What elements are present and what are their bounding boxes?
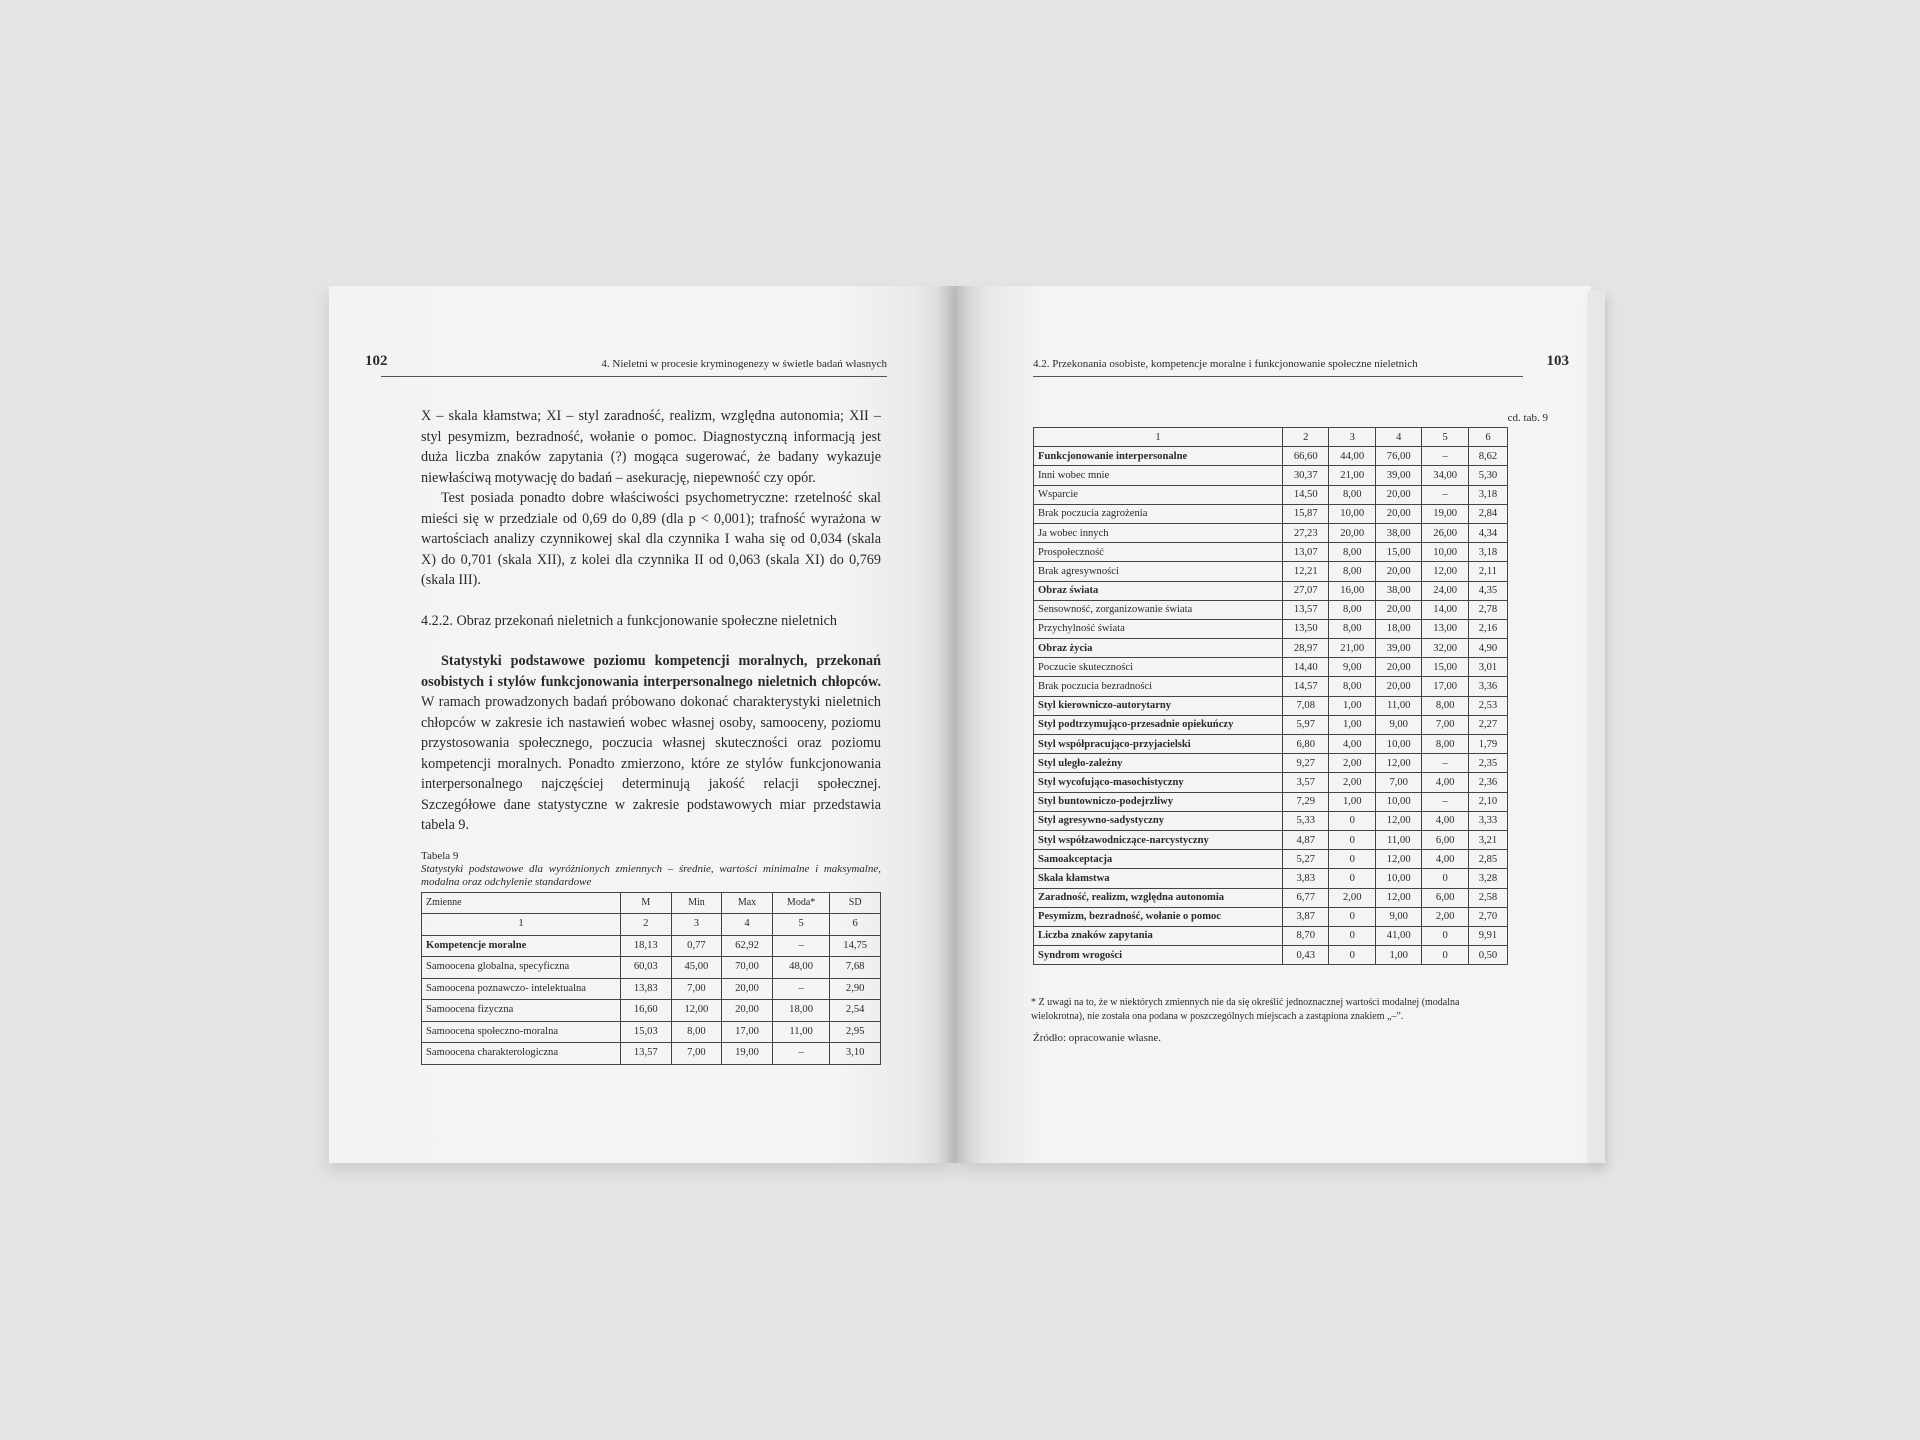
table-row [1034, 754, 1508, 773]
column-number: 6 [830, 914, 881, 936]
table-cell: 6,77 [1283, 888, 1329, 907]
left-page-header [365, 353, 887, 377]
table-cell: 11,00 [772, 1021, 830, 1043]
row-label: Liczba znaków zapytania [1034, 926, 1283, 945]
row-label: Brak poczucia bezradności [1034, 677, 1283, 696]
table-cell: 15,87 [1283, 504, 1329, 523]
table-row [1034, 677, 1508, 696]
table-cell: 0 [1329, 926, 1375, 945]
table-cell: – [1422, 447, 1468, 466]
table-row [1034, 850, 1508, 869]
table-cell: – [772, 935, 830, 957]
table-cell: – [772, 1043, 830, 1065]
table-cell: 12,00 [1375, 850, 1421, 869]
table-cell: 0 [1422, 926, 1468, 945]
column-number: 5 [772, 914, 830, 936]
table-cell: 0 [1329, 811, 1375, 830]
column-number: 6 [1468, 428, 1507, 447]
row-label: Samoocena charakterologiczna [422, 1043, 621, 1065]
table-row [422, 1000, 881, 1022]
table-cell: 13,57 [621, 1043, 672, 1065]
table-cell: 0 [1329, 946, 1375, 965]
table-cell: 2,53 [1468, 696, 1507, 715]
row-label: Zaradność, realizm, względna autonomia [1034, 888, 1283, 907]
table-cell: 8,00 [1329, 677, 1375, 696]
table-row [1034, 907, 1508, 926]
table-cell: 30,37 [1283, 466, 1329, 485]
table-cell: 4,00 [1422, 773, 1468, 792]
row-label: Styl buntowniczo-podejrzliwy [1034, 792, 1283, 811]
running-title: 4. Nieletni w procesie kryminogenezy w świetle badań własnych [601, 358, 887, 370]
table-cell: 39,00 [1375, 639, 1421, 658]
table-cell: 20,00 [1329, 523, 1375, 542]
table-cell: 8,00 [1422, 735, 1468, 754]
table-cell: 5,27 [1283, 850, 1329, 869]
table-cell: 3,36 [1468, 677, 1507, 696]
table-cell: 3,10 [830, 1043, 881, 1065]
table-cell: 0 [1329, 869, 1375, 888]
table-cell: 44,00 [1329, 447, 1375, 466]
table-cell: 3,28 [1468, 869, 1507, 888]
table-row [1034, 773, 1508, 792]
table-cell: 1,00 [1329, 696, 1375, 715]
table-row [422, 957, 881, 979]
table-cell: 2,58 [1468, 888, 1507, 907]
table-cell: 14,50 [1283, 485, 1329, 504]
row-label: Pesymizm, bezradność, wołanie o pomoc [1034, 907, 1283, 926]
table-row [1034, 696, 1508, 715]
table-cell: 8,00 [1329, 600, 1375, 619]
table-cell: 8,70 [1283, 926, 1329, 945]
table-row [1034, 485, 1508, 504]
table-cell: 3,21 [1468, 830, 1507, 849]
row-label: Styl wycofująco-masochistyczny [1034, 773, 1283, 792]
table-cell: 60,03 [621, 957, 672, 979]
table-cell: 14,75 [830, 935, 881, 957]
row-label: Kompetencje moralne [422, 935, 621, 957]
table-row [1034, 946, 1508, 965]
table-cell: 14,00 [1422, 600, 1468, 619]
table-cell: 13,00 [1422, 619, 1468, 638]
table-cell: 13,83 [621, 978, 672, 1000]
table-row [1034, 715, 1508, 734]
table-cell: 19,00 [1422, 504, 1468, 523]
table-cell: 9,00 [1329, 658, 1375, 677]
table-cell: 2,35 [1468, 754, 1507, 773]
table-row [1034, 543, 1508, 562]
table-cell: 18,13 [621, 935, 672, 957]
row-label: Styl współpracująco-przyjacielski [1034, 735, 1283, 754]
table-cell: 38,00 [1375, 581, 1421, 600]
table-cell: 5,30 [1468, 466, 1507, 485]
table-cell: 2,54 [830, 1000, 881, 1022]
table-cell: 20,00 [1375, 600, 1421, 619]
table-cell: 28,97 [1283, 639, 1329, 658]
running-title: 4.2. Przekonania osobiste, kompetencje moralne i funkcjonowanie społeczne nieletnich [1033, 358, 1418, 370]
table-row [1034, 735, 1508, 754]
table-cell: 10,00 [1375, 735, 1421, 754]
table-cell: 8,00 [1329, 485, 1375, 504]
table-cell: 4,35 [1468, 581, 1507, 600]
table-cell: 15,03 [621, 1021, 672, 1043]
row-label: Samoocena społeczno-moralna [422, 1021, 621, 1043]
column-header: Moda* [772, 892, 830, 914]
table-cell: 1,00 [1375, 946, 1421, 965]
row-label: Styl kierowniczo-autorytarny [1034, 696, 1283, 715]
row-label: Styl uległo-zależny [1034, 754, 1283, 773]
table-cell: 15,00 [1422, 658, 1468, 677]
table-cell: 8,00 [671, 1021, 722, 1043]
column-header: M [621, 892, 672, 914]
table-cell: 6,80 [1283, 735, 1329, 754]
table-cell: 12,00 [1422, 562, 1468, 581]
table-cell: 2,78 [1468, 600, 1507, 619]
table-cell: 7,00 [671, 978, 722, 1000]
table-row [1034, 830, 1508, 849]
table-cell: 18,00 [772, 1000, 830, 1022]
table-cell: 9,00 [1375, 715, 1421, 734]
row-label: Obraz świata [1034, 581, 1283, 600]
table-row [1034, 600, 1508, 619]
table-cell: 20,00 [1375, 485, 1421, 504]
paragraph: Test posiada ponadto dobre właściwości psychometryczne: rzetelność skal mieści się w przedziale od 0,69 do 0,89 (dla p < 0,001); trafność wyrażona w wartościach analizy czynnikowej skal dla czynnika I waha się od 0,034 (skala X) do 0,701 (skala XII), z kolei dla czynnika II od 0,063 (skala XI) do 0,769 (skala III). [421, 490, 881, 588]
table-cell: 12,00 [1375, 888, 1421, 907]
table-cell: 3,57 [1283, 773, 1329, 792]
table-cell: 20,00 [722, 978, 773, 1000]
left-body-text [421, 406, 881, 1065]
table-cell: 45,00 [671, 957, 722, 979]
table-cell: 9,27 [1283, 754, 1329, 773]
row-label: Ja wobec innych [1034, 523, 1283, 542]
table-cell: 3,87 [1283, 907, 1329, 926]
table-footnote: * Z uwagi na to, że w niektórych zmiennych nie da się określić jednoznacznej wartości modalnej (modalna wielokrotna), nie została ona podana w poszczególnych miejscach a zastąpiona znakiem „–”. [1031, 997, 1460, 1022]
table-cell: 21,00 [1329, 466, 1375, 485]
table-body [422, 935, 881, 1064]
table-row [1034, 447, 1508, 466]
table-cell: 6,00 [1422, 888, 1468, 907]
table-cell: 3,18 [1468, 543, 1507, 562]
table-row [1034, 869, 1508, 888]
table-row [1034, 888, 1508, 907]
table-row [1034, 619, 1508, 638]
table-cell: 21,00 [1329, 639, 1375, 658]
table-cell: – [1422, 485, 1468, 504]
column-header: Zmienne [422, 892, 621, 914]
table-cell: 7,00 [1422, 715, 1468, 734]
table-cell: 20,00 [1375, 504, 1421, 523]
table-number-row [1034, 428, 1508, 447]
table-cell: 18,00 [1375, 619, 1421, 638]
table-cell: 2,95 [830, 1021, 881, 1043]
table-cell: 2,00 [1422, 907, 1468, 926]
row-label: Samoocena fizyczna [422, 1000, 621, 1022]
row-label: Prospołeczność [1034, 543, 1283, 562]
table-cell: 0 [1422, 869, 1468, 888]
table-cell: 20,00 [722, 1000, 773, 1022]
table-cell: 5,97 [1283, 715, 1329, 734]
table-cell: 3,83 [1283, 869, 1329, 888]
table-cell: 4,00 [1329, 735, 1375, 754]
table-label: Tabela 9 [421, 849, 459, 862]
table-cell: 8,62 [1468, 447, 1507, 466]
table-cell: 12,00 [1375, 811, 1421, 830]
table-cell: 2,00 [1329, 773, 1375, 792]
page-number: 103 [1546, 353, 1569, 369]
statistics-table-continued [1033, 427, 1508, 965]
row-label: Samoakceptacja [1034, 850, 1283, 869]
table-row [1034, 581, 1508, 600]
table-cell: 66,60 [1283, 447, 1329, 466]
table-cell: 0,50 [1468, 946, 1507, 965]
row-label: Obraz życia [1034, 639, 1283, 658]
row-label: Samoocena globalna, specyficzna [422, 957, 621, 979]
table-cell: 1,00 [1329, 792, 1375, 811]
table-cell: 20,00 [1375, 677, 1421, 696]
table-cell: 13,50 [1283, 619, 1329, 638]
table-cell: 13,57 [1283, 600, 1329, 619]
book-spine-shadow [938, 286, 972, 1163]
continued-label: cd. tab. 9 [1507, 412, 1548, 424]
table-cell: 3,01 [1468, 658, 1507, 677]
table-cell: 15,00 [1375, 543, 1421, 562]
table-cell: 8,00 [1329, 562, 1375, 581]
table-row [1034, 523, 1508, 542]
table-cell: 7,00 [1375, 773, 1421, 792]
table-cell: 41,00 [1375, 926, 1421, 945]
table-cell: 0 [1422, 946, 1468, 965]
paragraph-lead: Statystyki podstawowe poziomu kompetencji moralnych, przekonań osobistych i stylów funkcjonowania interpersonalnego nieletnich chłopców. [421, 653, 881, 690]
table-cell: 12,00 [1375, 754, 1421, 773]
table-cell: 4,34 [1468, 523, 1507, 542]
column-number: 5 [1422, 428, 1468, 447]
table-cell: 9,91 [1468, 926, 1507, 945]
row-label: Skala kłamstwa [1034, 869, 1283, 888]
table-cell: 5,33 [1283, 811, 1329, 830]
table-cell: 17,00 [722, 1021, 773, 1043]
table-source: Źródło: opracowanie własne. [1033, 1032, 1161, 1044]
statistics-table [421, 892, 881, 1065]
table-cell: 14,57 [1283, 677, 1329, 696]
column-header: Max [722, 892, 773, 914]
table-cell: 4,00 [1422, 811, 1468, 830]
paragraph [421, 651, 881, 836]
table-cell: 7,68 [830, 957, 881, 979]
table-cell: 9,00 [1375, 907, 1421, 926]
table-cell: 2,90 [830, 978, 881, 1000]
column-header: SD [830, 892, 881, 914]
paragraph-body: W ramach prowadzonych badań próbowano dokonać charakterystyki nieletnich chłopców w zakresie ich nastawień wobec własnej osoby, samooceny, poziomu przystosowania społecznego, poczucia własnej skuteczności oraz poziomu kompetencji moralnych. Ponadto zmierzono, które ze stylów funkcjonowania interpersonalnego najczęściej determinują jakość relacji społecznej. Szczegółowe dane statystyczne w zakresie podstawowych miar przedstawia tabela 9. [421, 694, 881, 833]
table-cell: 2,36 [1468, 773, 1507, 792]
table-cell: 12,00 [671, 1000, 722, 1022]
table-cell: 8,00 [1422, 696, 1468, 715]
row-label: Wsparcie [1034, 485, 1283, 504]
table-cell: 48,00 [772, 957, 830, 979]
table-cell: 3,18 [1468, 485, 1507, 504]
table-row [1034, 658, 1508, 677]
table-cell: 24,00 [1422, 581, 1468, 600]
column-number: 4 [722, 914, 773, 936]
statistics-table-continued-wrapper [1033, 427, 1508, 965]
table-cell: 0 [1329, 850, 1375, 869]
table-cell: 0,43 [1283, 946, 1329, 965]
table-cell: 16,00 [1329, 581, 1375, 600]
table-cell: 27,23 [1283, 523, 1329, 542]
table-cell: 8,00 [1329, 619, 1375, 638]
right-page [955, 286, 1591, 1163]
table-cell: 38,00 [1375, 523, 1421, 542]
table-cell: 11,00 [1375, 830, 1421, 849]
row-label: Poczucie skuteczności [1034, 658, 1283, 677]
table-cell: 10,00 [1375, 869, 1421, 888]
row-label: Brak poczucia zagrożenia [1034, 504, 1283, 523]
row-label: Inni wobec mnie [1034, 466, 1283, 485]
table-cell: 2,85 [1468, 850, 1507, 869]
table-cell: 32,00 [1422, 639, 1468, 658]
table-cell: 1,79 [1468, 735, 1507, 754]
table-cell: 16,60 [621, 1000, 672, 1022]
table-cell: 17,00 [1422, 677, 1468, 696]
column-number: 3 [1329, 428, 1375, 447]
table-row [422, 935, 881, 957]
table-cell: 10,00 [1329, 504, 1375, 523]
column-number: 4 [1375, 428, 1421, 447]
table-cell: 4,87 [1283, 830, 1329, 849]
table-cell: 0 [1329, 907, 1375, 926]
table-cell: 19,00 [722, 1043, 773, 1065]
page-number: 102 [365, 353, 388, 369]
table-cell: 2,00 [1329, 888, 1375, 907]
table-cell: 1,00 [1329, 715, 1375, 734]
table-row [1034, 466, 1508, 485]
table-cell: 6,00 [1422, 830, 1468, 849]
table-cell: 4,00 [1422, 850, 1468, 869]
table-cell: 2,11 [1468, 562, 1507, 581]
table-header-row [422, 892, 881, 914]
row-label: Sensowność, zorganizowanie świata [1034, 600, 1283, 619]
table-cell: 27,07 [1283, 581, 1329, 600]
table-cell: 62,92 [722, 935, 773, 957]
row-label: Samoocena poznawczo- intelektualna [422, 978, 621, 1000]
table-body [1034, 447, 1508, 965]
table-row [1034, 792, 1508, 811]
table-cell: 2,00 [1329, 754, 1375, 773]
table-cell: 34,00 [1422, 466, 1468, 485]
table-cell: – [1422, 792, 1468, 811]
table-row [422, 1021, 881, 1043]
table-cell: 2,16 [1468, 619, 1507, 638]
table-row [422, 1043, 881, 1065]
table-cell: 0,77 [671, 935, 722, 957]
column-number: 2 [1283, 428, 1329, 447]
column-number: 1 [1034, 428, 1283, 447]
table-row [422, 978, 881, 1000]
table-row [1034, 639, 1508, 658]
table-cell: 20,00 [1375, 562, 1421, 581]
table-row [1034, 926, 1508, 945]
table-cell: 26,00 [1422, 523, 1468, 542]
column-header: Min [671, 892, 722, 914]
page-edges [1588, 290, 1605, 1163]
table-cell: – [1422, 754, 1468, 773]
column-number: 1 [422, 914, 621, 936]
table-row [1034, 562, 1508, 581]
table-cell: 7,00 [671, 1043, 722, 1065]
row-label: Syndrom wrogości [1034, 946, 1283, 965]
column-number: 2 [621, 914, 672, 936]
table-cell: 20,00 [1375, 658, 1421, 677]
row-label: Funkcjonowanie interpersonalne [1034, 447, 1283, 466]
table-number-row [422, 914, 881, 936]
row-label: Styl podtrzymująco-przesadnie opiekuńczy [1034, 715, 1283, 734]
table-cell: 76,00 [1375, 447, 1421, 466]
row-label: Przychylność świata [1034, 619, 1283, 638]
row-label: Styl agresywno-sadystyczny [1034, 811, 1283, 830]
table-caption: Statystyki podstawowe dla wyróżnionych zmiennych – średnie, wartości minimalne i maksymalne, modalna oraz odchylenie standardowe [421, 862, 881, 888]
table-cell: 39,00 [1375, 466, 1421, 485]
table-cell: 2,70 [1468, 907, 1507, 926]
table-cell: 10,00 [1422, 543, 1468, 562]
table-cell: 3,33 [1468, 811, 1507, 830]
table-row [1034, 504, 1508, 523]
column-number: 3 [671, 914, 722, 936]
table-cell: 7,29 [1283, 792, 1329, 811]
table-cell: 13,07 [1283, 543, 1329, 562]
table-cell: 0 [1329, 830, 1375, 849]
table-cell: 70,00 [722, 957, 773, 979]
table-cell: – [772, 978, 830, 1000]
table-row [1034, 811, 1508, 830]
table-cell: 12,21 [1283, 562, 1329, 581]
right-page-header [1033, 353, 1569, 377]
row-label: Brak agresywności [1034, 562, 1283, 581]
table-cell: 2,27 [1468, 715, 1507, 734]
table-cell: 10,00 [1375, 792, 1421, 811]
table-cell: 11,00 [1375, 696, 1421, 715]
table-cell: 14,40 [1283, 658, 1329, 677]
table-cell: 2,84 [1468, 504, 1507, 523]
table-cell: 4,90 [1468, 639, 1507, 658]
table-cell: 2,10 [1468, 792, 1507, 811]
section-title: 4.2.2. Obraz przekonań nieletnich a funkcjonowanie społeczne nieletnich [421, 612, 838, 629]
paragraph: X – skala kłamstwa; XI – styl zaradność, realizm, względna autonomia; XII – styl pesymizm, bezradność, wołanie o pomoc. Diagnostyczną informacją jest duża liczba znaków zapytania (?) mogąca sugerować, że badany wykazuje niewłaściwą motywację do badań – asekurację, niepewność czy opór. [421, 408, 881, 486]
left-page [329, 286, 955, 1163]
row-label: Styl współzawodniczące-narcystyczny [1034, 830, 1283, 849]
table-cell: 7,08 [1283, 696, 1329, 715]
table-cell: 8,00 [1329, 543, 1375, 562]
